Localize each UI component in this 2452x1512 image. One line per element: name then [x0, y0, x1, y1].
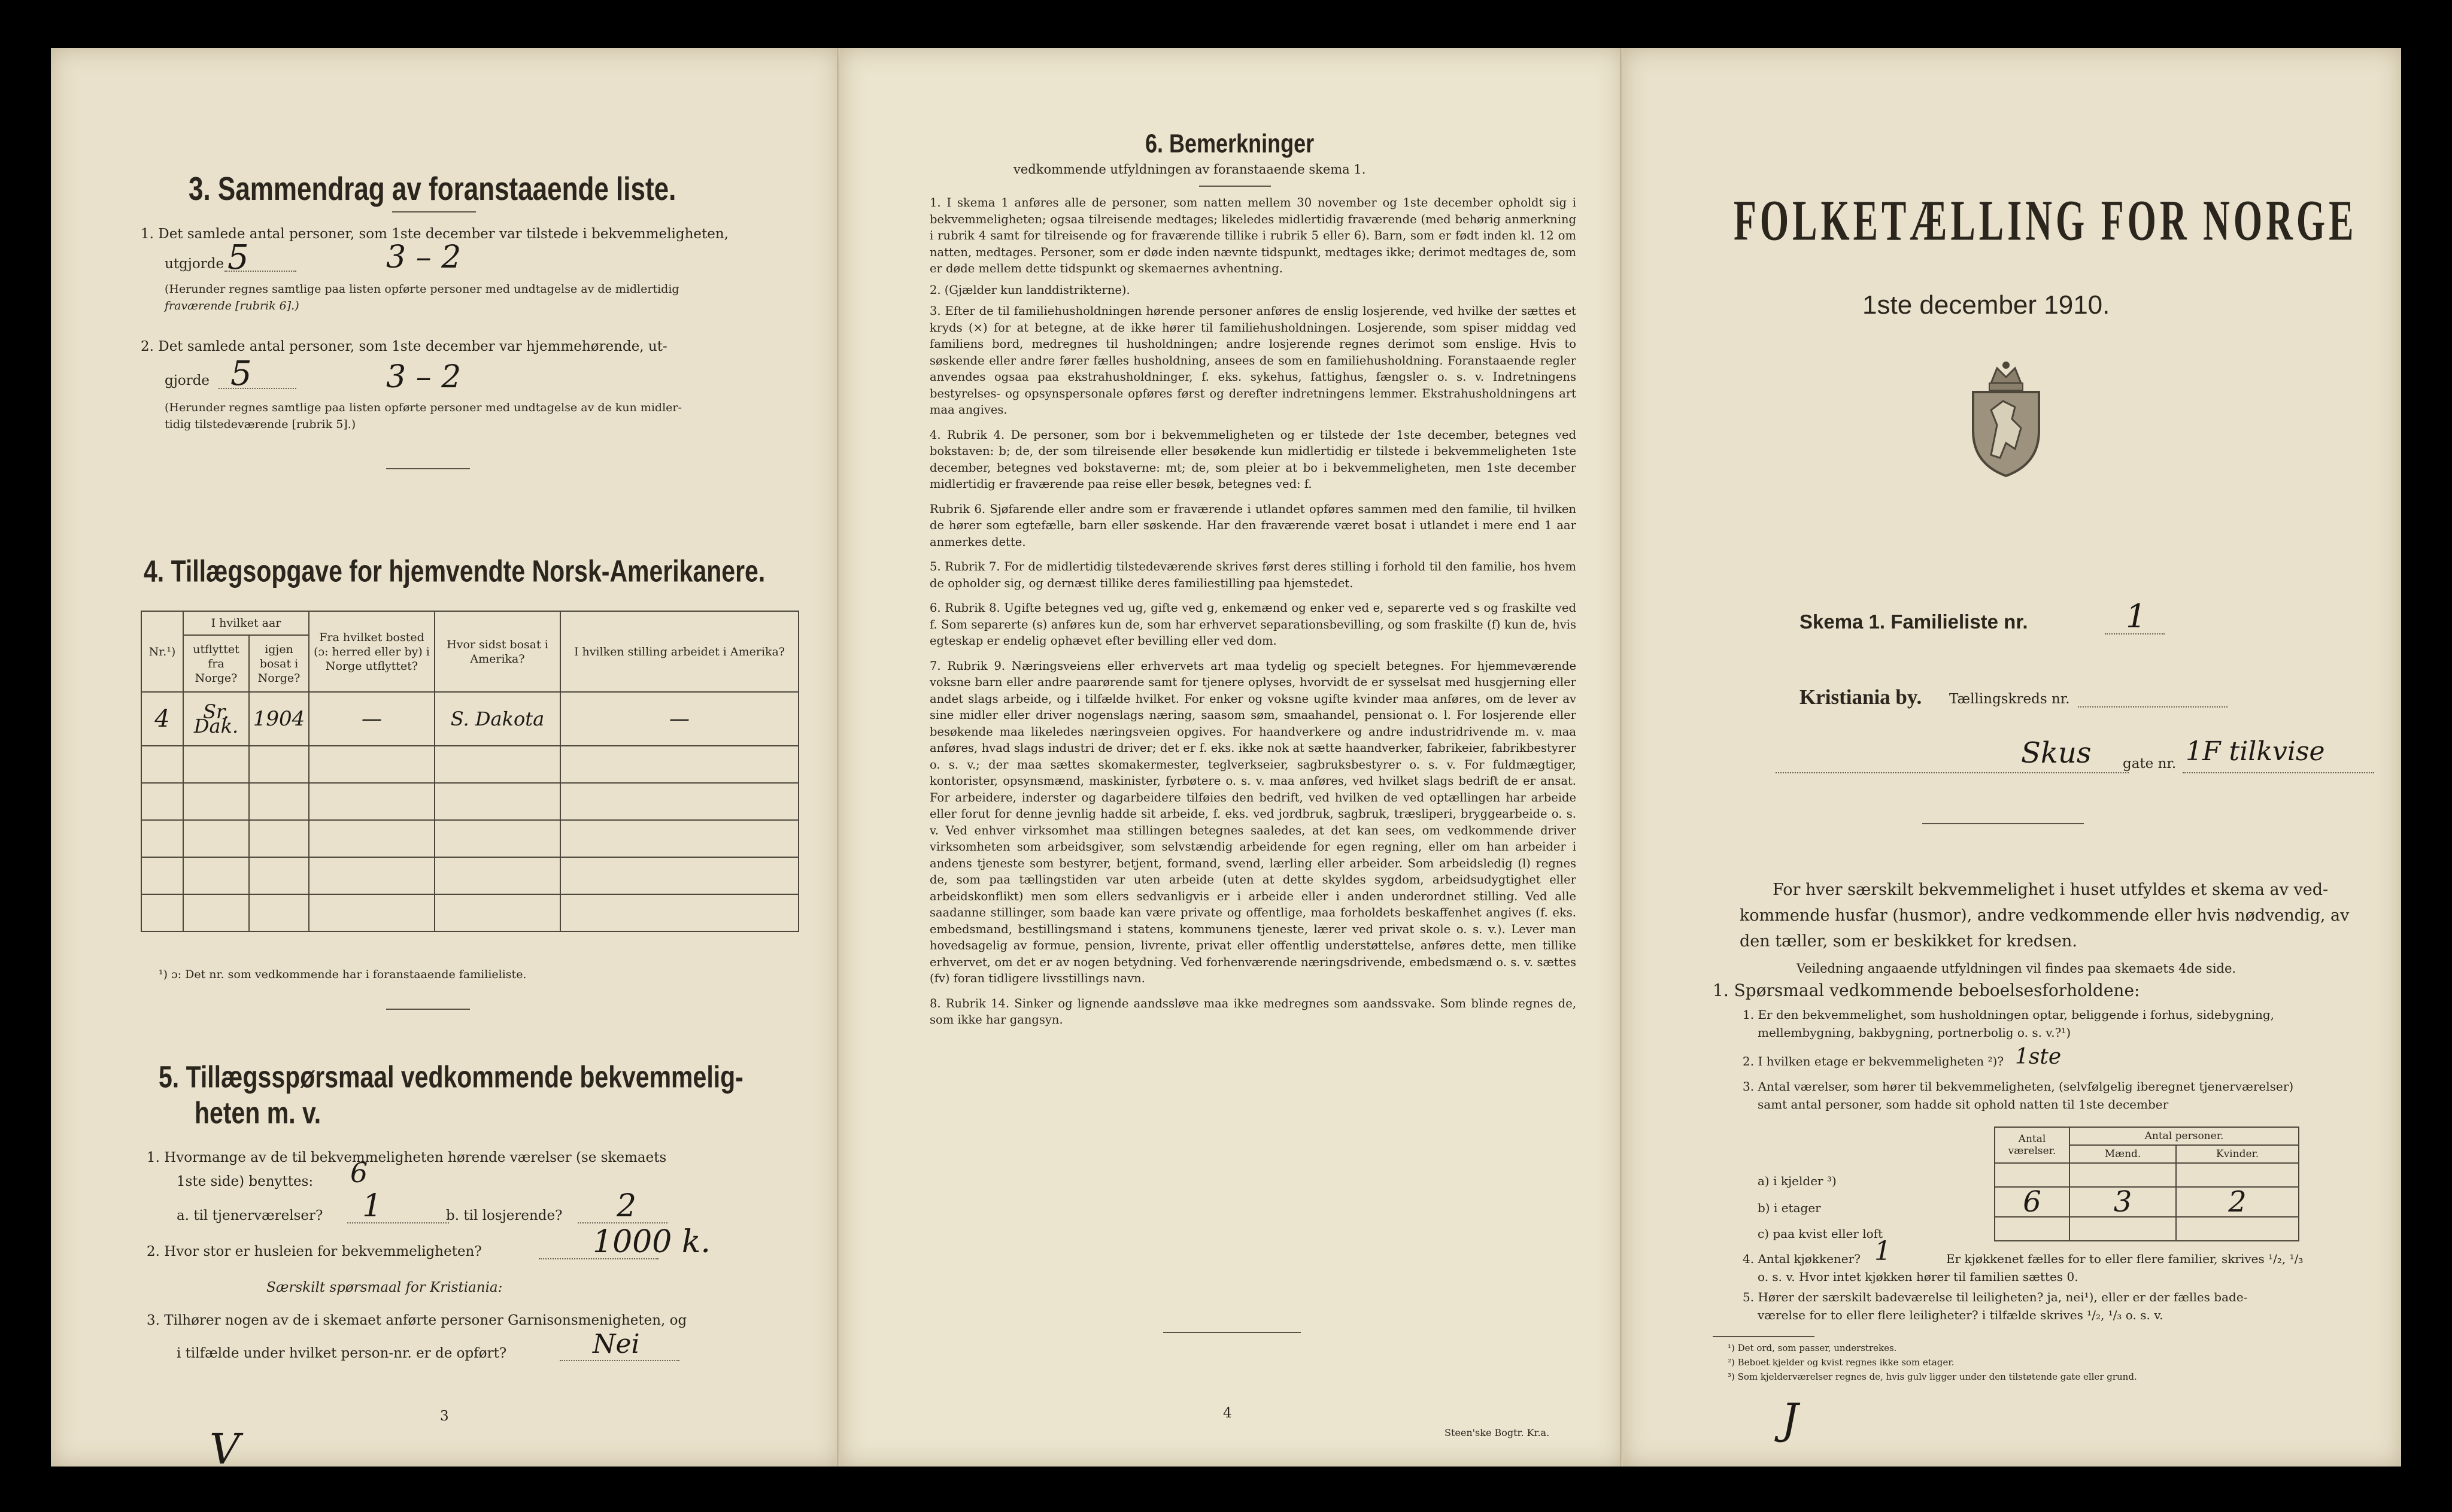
col-position: I hvilken stilling arbeidet i Amerika?: [560, 611, 799, 692]
s5-question-1: 1. Hvormange av de til bekvemmeligheten hørende værelser (se skemaets: [147, 1150, 667, 1165]
s3-q1-answer-2: 3 – 2: [386, 239, 462, 275]
intro-text: For hver særskilt bekvemmelighet i huset utfyldes et skema av ved- kommende husfar (husmor), andre vedkommende eller hvis nødvendig, av den tæller, som er beskikket for kredsen.: [1740, 881, 2350, 951]
question-1: 1. Er den bekvemmelighet, som husholdningen optar, beliggende i forhus, sidebygning, mellembygning, bakbygning, portnerbolig o. s. v.?¹): [1743, 1007, 2275, 1040]
col-returned: igjen bosat i Norge?: [249, 635, 309, 692]
city-label: Kristiania by.: [1799, 685, 1922, 709]
section-5-heading: 5. Tillægsspørsmaal vedkommende bekvemmelig-: [159, 1059, 744, 1094]
s5-special: Særskilt spørsmaal for Kristiania:: [266, 1280, 503, 1295]
table-row: [141, 783, 799, 820]
question-4-answer: 1: [1874, 1236, 1891, 1267]
row-c-label: c) paa kvist eller loft: [1758, 1226, 1883, 1241]
table-row: [141, 857, 799, 894]
schema-label: Skema 1. Familieliste nr.: [1799, 611, 2028, 633]
s5-q1-a-answer: 1: [362, 1188, 383, 1224]
remarks-body: [930, 195, 1576, 1028]
table-row: [1995, 1217, 2299, 1241]
left-page: [51, 48, 840, 1474]
question-2-answer: 1ste: [2015, 1045, 2062, 1069]
right-page: [1623, 48, 2401, 1467]
divider: [392, 211, 476, 212]
s5-question-2: 2. Hvor stor er husleien for bekvemmeligheten?: [147, 1244, 482, 1259]
s5-question-3b: i tilfælde under hvilket person-nr. er de opført?: [177, 1346, 507, 1361]
questions-heading: 1. Spørsmaal vedkommende beboelsesforholdene:: [1713, 980, 2140, 1000]
s3-q2-answer: 5: [230, 354, 252, 393]
family-list-number: 1: [2126, 597, 2147, 635]
col-nr: Nr.¹): [141, 611, 183, 692]
section-4-heading: 4. Tillægsopgave for hjemvendte Norsk-Amerikanere.: [144, 554, 766, 588]
col-from-where: Fra hvilket bosted (ɔ: herred eller by) i Norge utflyttet?: [309, 611, 435, 692]
table-footnote: ¹) ɔ: Det nr. som vedkommende har i foranstaaende familieliste.: [159, 968, 527, 981]
form-title: FOLKETÆLLING FOR NORGE: [1734, 189, 2357, 253]
col-last-residence: Hvor sidst bosat i Amerika?: [435, 611, 560, 692]
divider: [1199, 186, 1271, 187]
page-number: 4: [1223, 1405, 1232, 1421]
street-label: gate nr.: [2123, 756, 2177, 772]
remark-4: 4. Rubrik 4. De personer, som bor i bekvemmeligheten og er tilstede der 1ste december, betegnes ved bokstaven: b; de, der som tilreisende eller besøkende kun midlertidig er tilstede i bekvemmeligheten 1ste december, betegnes ved bokstaverne: mt; de, som pleier at bo i bekvemmeligheten, men 1ste december midlertidig er fraværende paa reise eller besøk, betegnes ved: f.: [930, 427, 1576, 491]
printer-mark: Steen'ske Bogtr. Kr.a.: [1445, 1427, 1550, 1438]
s5-q1-a: a. til tjenerværelser?: [177, 1208, 323, 1223]
col-year-group: I hvilket aar: [183, 611, 309, 635]
s5-q1-answer: 6: [350, 1156, 368, 1189]
s3-q2-label: gjorde: [165, 373, 210, 388]
table-row: [141, 894, 799, 931]
row-a-label: a) i kjelder ³): [1758, 1174, 1837, 1188]
corner-mark: V: [210, 1425, 240, 1474]
remarks-heading: 6. Bemerkninger: [1145, 129, 1315, 159]
col-rooms: Antal værelser.: [1995, 1127, 2069, 1163]
middle-page: [840, 48, 1623, 1467]
street-number: 1F tilkvise: [2186, 736, 2325, 767]
col-women: Kvinder.: [2176, 1145, 2299, 1163]
section-5-heading-2: heten m. v.: [195, 1095, 321, 1130]
remark-7: 7. Rubrik 9. Næringsveiens eller erhvervets art maa tydelig og specielt betegnes. For hjemmeværende voksne barn eller andre paarørende samt for tjenere oplyses, hvorvidt de er sysselsat med husgjerning eller andet slags arbeide, og i tilfælde hvilket. For enker og voksne ugifte kvinder maa anføres, om de lever av sine midler eller driver nogenslags næring, saasom søm, smaahandel, pensionat o. l. For losjerende eller besøkende maa likeledes næringsveien opgives. For haandverkere og andre industridrivende m. v. maa anføres, hvad slags industri de driver; det er f. eks. ikke nok at sætte haandverker, fabrikeier, fabrikbestyrer o. s. v.; der maa sættes skomakermester, teglverkseier, sagbruksbestyrer o. s. v. For fuldmægtiger, kontorister, opsynsmænd, maskinister, fyrbøtere o. s. v. maa anføres, ved hvilket slags bedrift de er ansat. For arbeidere, inderster og dagarbeidere tilføies den bedrift, ved hvilken de ved optællingen har arbeide eller forut for denne jevnlig hadde sit arbeide, f. eks. ved jordbruk, sagbruk, træsliperi, bryggearbeide o. s. v. Ved enhver virksomhet maa stillingen betegnes saaledes, at det kan sees, om vedkommende driver virksomheten som arbeidsgiver, som selvstændig arbeidende for egen regning, eller om han arbeider i andens tjeneste som bestyrer, betjent, formand, svend, lærling eller arbeider. Som arbeidsledig (l) regnes de, som paa tællingstiden var uten arbeide (uten at dette skyldes sygdom, arbeidsudygtighet eller arbeidskonflikt) men som ellers sedvanligvis er i arbeide eller i anden underordnet stilling. Ved alle saadanne stillinger, som baade kan være private og offentlige, maa forholdets beskaffenhet angives (f. eks. embedsmand, bestillingsmand i statens, kommunens tjeneste, lærer ved privat skole o. s. v.). Lever man hovedsagelig av formue, pension, livrente, privat eller offentlig understøttelse, anføres dette, men tillike erhvervet, om det er av nogen betydning. Ved forhenværende næringsdrivende, embedsmænd o. s. v. sættes (fv) foran tidligere livsstillings navn.: [930, 658, 1576, 985]
remark-1: 1. I skema 1 anføres alle de personer, som natten mellem 30 november og 1ste december opholdt sig i bekvemmeligheten; ogsaa tilreisende medtages; likeledes midlertidig fraværende (med behørig anmerkning i rubrik 4 samt for tilreisende og for fraværende tillike i rubrik 5 eller 6). Barn, som er født inden kl. 12 om natten, medtages. Personer, som er døde inden nævnte tidspunkt, medtages ikke; derimot medtages de, som er døde mellem dette tidspunkt og skemaernes avhentning.: [930, 196, 1576, 275]
s3-q2-note-2: tidig tilstedeværende [rubrik 5].): [165, 418, 356, 431]
remark-8: 8. Rubrik 14. Sinker og lignende aandssløve maa ikke medregnes som aandssvake. Som blinde regnes de, som ikke har gangsyn.: [930, 996, 1576, 1027]
remark-5: 5. Rubrik 7. For de midlertidig tilstedeværende skrives først deres stilling i forhold til den familie, hos hvem de opholder sig, og dernæst tillike deres familiestilling paa hjemstedet.: [930, 560, 1576, 590]
divider: [1163, 1332, 1301, 1333]
corner-mark: J: [1782, 1395, 1799, 1444]
question-3: 3. Antal værelser, som hører til bekvemmeligheten, (selvfølgelig iberegnet tjenerværelser) samt antal personer, som hadde sit ophold natten til 1ste december: [1743, 1079, 2294, 1112]
s3-q1-note-2: fraværende [rubrik 6].): [165, 299, 299, 312]
norway-coat-of-arms-icon: [1964, 359, 2048, 479]
s3-q2-answer-2: 3 – 2: [386, 359, 462, 395]
form-date: 1ste december 1910.: [1862, 290, 2110, 320]
district-label: Tællingskreds nr.: [1949, 691, 2070, 707]
table-row: [1995, 1163, 2299, 1187]
divider: [1922, 823, 2084, 824]
s5-question-1b: 1ste side) benyttes:: [177, 1174, 314, 1189]
table-row: [141, 820, 799, 857]
col-men: Mænd.: [2069, 1145, 2176, 1163]
s3-q2-note: (Herunder regnes samtlige paa listen opførte personer med undtagelse av de kun midler-: [165, 401, 682, 414]
norsk-amerikanere-table: [141, 611, 799, 932]
s5-q1-b: b. til losjerende?: [446, 1208, 563, 1223]
question-4-rest: Er kjøkkenet fælles for to eller flere familier, skrives ¹/₂, ¹/₃: [1946, 1252, 2304, 1266]
s3-q1-note: (Herunder regnes samtlige paa listen opførte personer med undtagelse av de midlertidig: [165, 283, 679, 296]
remark-2: 2. (Gjælder kun landdistrikterne).: [930, 283, 1130, 297]
remark-3: 3. Efter de til familiehusholdningen hørende personer anføres de enslig losjerende, ved hvilke der sættes et kryds (×) for at betegne, at de ikke hører til familiehusholdningen. Losjerende, som spiser middag ved familiens bord, medregnes til husholdningen; andre losjerende regnes derimot som enslige. Hvis to søskende eller andre fører fælles husholdning, ansees de som en familiehusholdning. Foranstaaende regler anvendes ogsaa paa ekstrahusholdninger, f. eks. sykehus, fattighus, fængsler o. s. v. Indretningens bestyrelses- og opsynspersonale opføres først og derefter indretningens lemmer. Ekstrahusholdningens art maa angives.: [930, 304, 1576, 417]
s5-q2-answer: 1000 k.: [593, 1224, 711, 1260]
divider: [386, 468, 470, 469]
s5-question-3: 3. Tilhører nogen av de i skemaet anførte personer Garnisonsmenigheten, og: [147, 1313, 687, 1328]
col-emigrated: utflyttet fra Norge?: [183, 635, 249, 692]
s5-q1-b-answer: 2: [617, 1188, 637, 1224]
question-5: 5. Hører der særskilt badeværelse til leiligheten? ja, nei¹), eller er der fælles bade- værelse for to eller flere leiligheter? i tilfælde skrives ¹/₂, ¹/₃ o. s. v.: [1743, 1290, 2248, 1322]
table-row: 6 3 2: [1995, 1187, 2299, 1217]
remark-6: 6. Rubrik 8. Ugifte betegnes ved ug, gifte ved g, enkemænd og enker ved e, separerte ved s og fraskilte ved f. Som separerte (s) anføres kun de, som har erhvervet separationsbevilling, og som fraskilte (f) kun de, hvis egteskap er endelig ophævet efter bevilling eller ved dom.: [930, 601, 1576, 648]
question-2: 2. I hvilken etage er bekvemmeligheten ²)?: [1743, 1054, 2004, 1068]
s3-question-1: 1. Det samlede antal personer, som 1ste december var tilstede i bekvemmeligheten,: [141, 226, 729, 242]
col-persons: Antal personer.: [2069, 1127, 2299, 1145]
s3-q1-label: utgjorde: [165, 256, 224, 272]
room-table: [1994, 1127, 2299, 1241]
remarks-subheading: vedkommende utfyldningen av foranstaaende skema 1.: [1013, 162, 1366, 177]
divider: [386, 1009, 470, 1010]
row-b-label: b) i etager: [1758, 1201, 1821, 1215]
table-row: [141, 746, 799, 783]
question-4: 4. Antal kjøkkener?: [1743, 1252, 1861, 1266]
footnotes: ¹) Det ord, som passer, understrekes. ²) Beboet kjelder og kvist regnes ikke som etager. ³) Som kjelderværelser regnes de, hvis gulv ligger under den tilstøtende gate eller grund.: [1728, 1343, 2137, 1382]
section-3-heading: 3. Sammendrag av foranstaaende liste.: [189, 171, 676, 208]
table-row: 4 Sr. Dak. 1904 — S. Dakota —: [141, 692, 799, 746]
remark-4b: Rubrik 6. Sjøfarende eller andre som er fraværende i utlandet opføres sammen med den familie, til hvilken de hører som egtefælle, barn eller søskende. Har den fraværende været bosat i utlandet i mere end 1 aar anmerkes dette.: [930, 502, 1576, 549]
s3-q1-answer: 5: [227, 238, 249, 277]
street-name: Skus: [2021, 736, 2092, 770]
page-number: 3: [440, 1408, 449, 1424]
divider: [1713, 1336, 1814, 1337]
intro-guide: Veiledning angaaende utfyldningen vil findes paa skemaets 4de side.: [1796, 961, 2236, 976]
question-4b: o. s. v. Hvor intet kjøkken hører til familien sættes 0.: [1758, 1270, 2078, 1284]
s3-question-2: 2. Det samlede antal personer, som 1ste december var hjemmehørende, ut-: [141, 339, 667, 354]
s5-q3-answer: Nei: [593, 1329, 640, 1359]
